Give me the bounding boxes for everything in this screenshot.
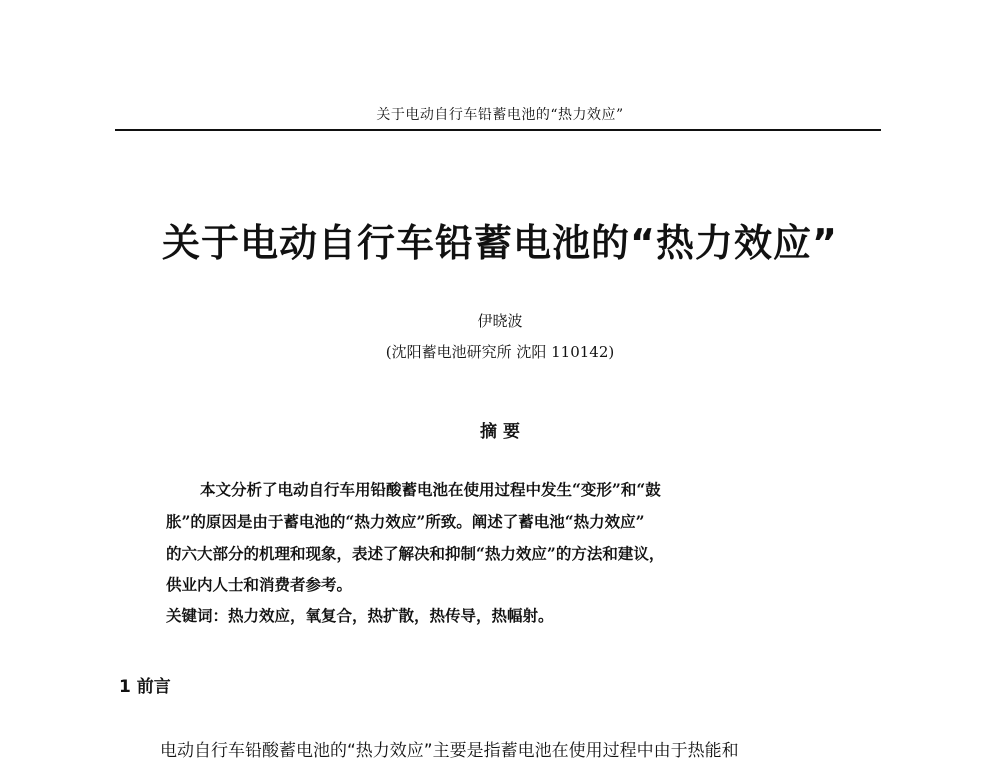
- header-rule: [115, 129, 881, 131]
- abstract-line: 供业内人士和消费者参考。: [166, 575, 353, 594]
- section-heading: 1 前言: [119, 677, 171, 697]
- keywords: 关键词：热力效应，氧复合，热扩散，热传导，热幅射。: [166, 606, 554, 625]
- body-text-line: 电动自行车铅酸蓄电池的“热力效应”主要是指蓄电池在使用过程中由于热能和: [160, 741, 739, 761]
- author-affiliation: (沈阳蓄电池研究所 沈阳 110142): [385, 343, 615, 361]
- author-name: 伊晓波: [477, 312, 523, 330]
- abstract-heading: 摘 要: [480, 422, 520, 442]
- running-header: 关于电动自行车铅蓄电池的“热力效应”: [376, 107, 624, 123]
- abstract-line: 胀”的原因是由于蓄电池的“热力效应”所致。阐述了蓄电池“热力效应”: [166, 512, 645, 531]
- abstract-line: 的六大部分的机理和现象，表述了解决和抑制“热力效应”的方法和建议，: [166, 544, 665, 563]
- abstract-line: 本文分析了电动自行车用铅酸蓄电池在使用过程中发生“变形”和“鼓: [200, 480, 661, 499]
- paper-title: 关于电动自行车铅蓄电池的“热力效应”: [162, 221, 838, 265]
